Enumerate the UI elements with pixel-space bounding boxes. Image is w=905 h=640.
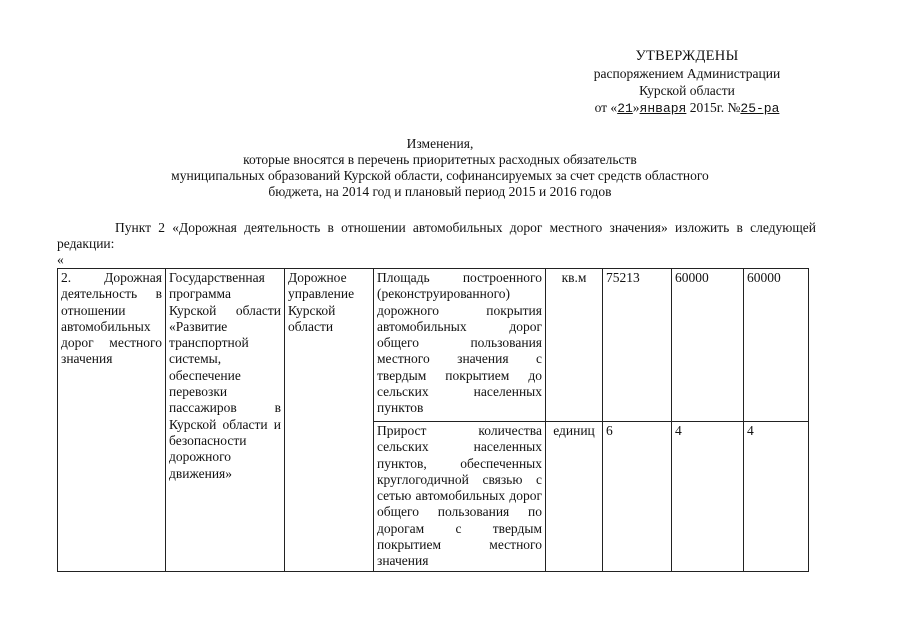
approval-date-line — [557, 99, 817, 117]
program-cell: Государственная программа Курской области «Развитие транспортной системы, обеспечение перевозки пассажиров в Курской области и безопасности дорожного движения» — [166, 269, 285, 572]
value-2016-cell: 4 — [744, 422, 809, 572]
obligations-table — [57, 268, 809, 572]
title-line-3: муниципальных образований Курской области, софинансируемых за счет средств областного — [171, 168, 709, 183]
date-day: 21 — [617, 101, 633, 116]
date-year: 2015г. № — [689, 100, 741, 115]
opening-quote: « — [57, 252, 64, 267]
indicator-cell: Прирост количества сельских населенных пунктов, обеспеченных круглогодичной связью с сетью автомобильных дорог общего пользования по дорогам с твердым покрытием местного значения — [374, 422, 546, 572]
unit-cell: единиц — [546, 422, 603, 572]
table-row — [58, 269, 809, 422]
value-2016-cell: 60000 — [744, 269, 809, 422]
approval-line-2: Курской области — [639, 83, 735, 98]
indicator-cell: Площадь построенного (реконструированного) дорожного покрытия автомобильных дорог общего пользования местного значения с твердым покрытием до сельских населенных пунктов — [374, 269, 546, 422]
value-2015-cell: 4 — [672, 422, 744, 572]
intro-paragraph: Пункт 2 «Дорожная деятельность в отношении автомобильных дорог местного значения» изложить в следующей редакции: — [57, 220, 816, 251]
approval-line-1: распоряжением Администрации — [593, 66, 781, 81]
approval-stamp — [557, 48, 817, 117]
unit-cell: кв.м — [546, 269, 603, 422]
title-line-2: которые вносятся в перечень приоритетных расходных обязательств — [243, 152, 637, 167]
title-line-4: бюджета, на 2014 год и плановый период 2015 и 2016 годов — [268, 184, 612, 199]
executor-cell: Дорожное управление Курской области — [285, 269, 374, 572]
value-2015-cell: 60000 — [672, 269, 744, 422]
value-2014-cell: 75213 — [603, 269, 672, 422]
date-prefix: от « — [594, 100, 618, 115]
approval-heading: УТВЕРЖДЕНЫ — [635, 48, 739, 64]
title-line-1: Изменения, — [406, 136, 474, 151]
date-mid: » — [632, 100, 640, 115]
date-month: января — [639, 101, 687, 116]
value-2014-cell: 6 — [603, 422, 672, 572]
document-title — [60, 136, 820, 200]
obligation-cell: 2. Дорожная деятельность в отношении автомобильных дорог местного значения — [58, 269, 166, 572]
order-number: 25-ра — [740, 101, 780, 116]
